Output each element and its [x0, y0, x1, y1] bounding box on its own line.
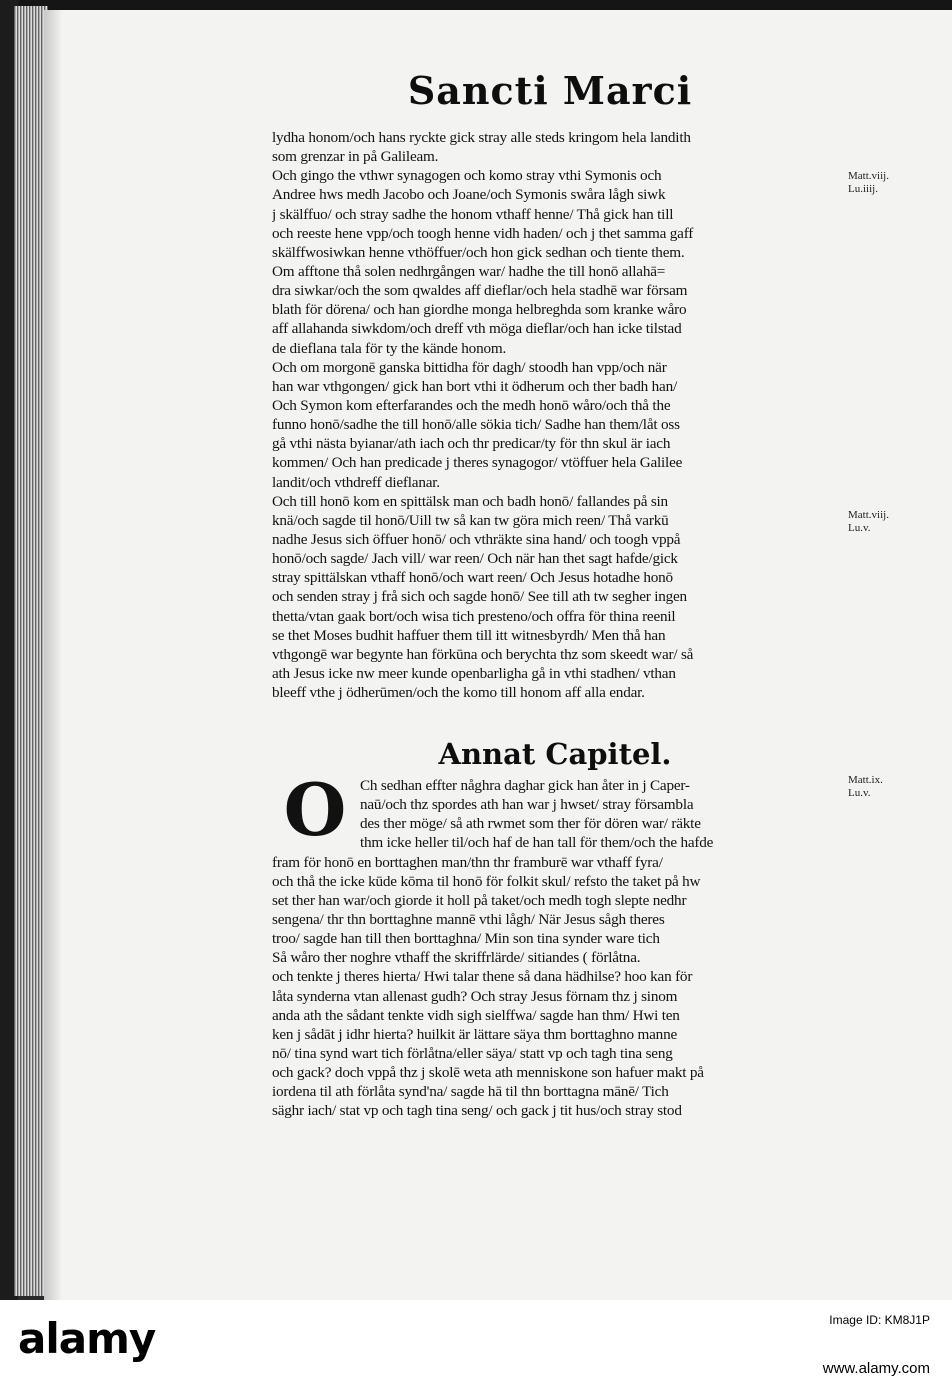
paragraph-2: [272, 166, 838, 357]
text-line: han war vthgongen/ gick han bort vthi it ödherum och ther badh han/: [272, 377, 677, 395]
text-line: säghr iach/ stat vp och tagh tina seng/ och gack j tit hus/och stray stod: [272, 1102, 682, 1120]
alamy-logo: alamy: [18, 1314, 156, 1363]
text-line: Andree hws medh Jacobo och Joane/och Symonis swåra lågh siwk: [272, 186, 666, 204]
paragraph-4: [272, 492, 838, 703]
text-line: des ther möge/ så ath rwmet som ther för dören war/ räkte: [360, 815, 701, 833]
marginal-note: [848, 170, 928, 196]
text-line: funno honō/sadhe the till honō/alle sökia tich/ Sadhe han them/låt oss: [272, 416, 680, 434]
text-line: naū/och thz spordes ath han war j hwset/ stray försambla: [360, 796, 694, 814]
text-line: låta synderna vtan allenast gudh? Och stray Jesus förnam thz j sinom: [272, 987, 678, 1005]
marginal-note-line: Matt.viij.: [848, 509, 889, 521]
text-line: gå vthi nästa byianar/ath iach och thr predicar/ty för thn skul är iach: [272, 435, 671, 453]
marginal-note-line: Lu.v.: [848, 522, 871, 534]
text-line: set ther han war/och giorde it holl på taket/och medh togh slepte nedhr: [272, 891, 687, 909]
text-line: ken j sådāt j idhr hierta? huilkit är lättare säya thm borttaghno manne: [272, 1025, 678, 1043]
marginal-note-line: Matt.ix.: [848, 774, 883, 786]
site-url: www.alamy.com: [822, 1360, 930, 1377]
marginal-note-line: Lu.iiij.: [848, 183, 878, 195]
text-block-upper: [272, 128, 838, 702]
text-line: fram för honō en borttaghen man/thn thr framburē war vthaff fyra/: [272, 853, 663, 871]
text-line: nō/ tina synd wart tich förlåtna/eller säya/ statt vp och tagh tina seng: [272, 1044, 673, 1062]
text-line: blath för dörena/ och han giordhe monga helbreghda som kranke wåro: [272, 301, 687, 319]
text-line: nadhe Jesus sich öffuer honō/ och vthräkte sina hand/ och toogh vppå: [272, 530, 681, 548]
text-line: bleeff vthe j ödherūmen/och the komo till honom aff alla endar.: [272, 684, 645, 702]
image-id-block: [829, 1312, 930, 1328]
text-line: Om afftone thå solen nedhrgången war/ hadhe the till honō allahā=: [272, 262, 666, 280]
text-line: anda ath the sådant tenkte vidh sigh sielffwa/ sagde han thm/ Hwi ten: [272, 1006, 680, 1024]
text-line: vthgongē war begynte han förkūna och berychta thz som skeedt war/ så: [272, 645, 694, 663]
gutter-shadow: [44, 10, 62, 1300]
text-line: thetta/vtan gaak bort/och wisa tich presteno/och offra för thina reenil: [272, 607, 676, 625]
drop-initial: O: [283, 767, 347, 852]
running-head: Sancti Marci: [407, 68, 693, 113]
text-line: Och Symon kom efterfarandes och the medh honō wåro/och thå the: [272, 396, 671, 414]
text-line: stray spittälskan vthaff honō/och wart reen/ Och Jesus hotadhe honō: [272, 569, 673, 587]
text-line: landit/och vthdreff dieflanar.: [272, 473, 440, 491]
text-line: och tenkte j theres hierta/ Hwi talar thene så dana hädhilse? hoo kan för: [272, 968, 693, 986]
text-line: skälffwosiwkan henne vthöffuer/och hon gick sedhan och tiente them.: [272, 243, 685, 261]
chapter-heading: Annat Capitel.: [438, 737, 672, 771]
paragraph-3: [272, 358, 838, 492]
text-line: ath Jesus icke nw meer kunde openbarligha gå in vthi stadhen/ vthan: [272, 664, 676, 682]
paragraph-1: [272, 128, 838, 166]
marginal-note-line: Matt.viij.: [848, 170, 889, 182]
text-line: sengena/ thr thn borttaghne mannē vthi lågh/ När Jesus sågh theres: [272, 910, 665, 928]
text-line: kommen/ Och han predicade j theres synagogor/ vtöffuer hela Galilee: [272, 454, 683, 472]
text-line: Och gingo the vthwr synagogen och komo stray vthi Symonis och: [272, 167, 662, 185]
page-edges: [14, 6, 48, 1296]
text-line: Ch sedhan effter någhra daghar gick han åter in j Caper-: [360, 777, 690, 794]
text-line: som grenzar in på Galileam.: [272, 148, 439, 166]
text-line: j skälffuo/ och stray sadhe the honom vthaff henne/ Thå gick han till: [272, 205, 674, 223]
text-line: Och om morgonē ganska bittidha för dagh/ stoodh han vpp/och när: [272, 358, 667, 376]
text-line: och gack? doch vppå thz j skolē weta ath menniskone son hafuer makt på: [272, 1064, 704, 1082]
text-line: och senden stray j frå sich och sagde honō/ See till ath tw segher ingen: [272, 588, 687, 606]
image-id-label: Image ID: KM8J1P: [829, 1313, 930, 1327]
text-line: se thet Moses budhit haffuer them till itt witnesbyrdh/ Men thå han: [272, 626, 666, 644]
text-line: knä/och sagde til honō/Uill tw så kan tw göra mich reen/ Thå varkū: [272, 511, 669, 529]
text-line: thm icke heller til/och haf de han tall för them/och the hafde: [360, 834, 714, 852]
text-line: iordena til ath förlåta synd'na/ sagde hā til thn borttagna mānē/ Tich: [272, 1083, 669, 1101]
text-line: och reeste hene vpp/och toogh henne vidh haden/ och j thet samma gaff: [272, 224, 694, 242]
text-line: och thå the icke kūde kōma til honō för folkit skul/ refsto the taket på hw: [272, 872, 701, 890]
text-line: de dieflana tala för ty the kände honom.: [272, 339, 507, 357]
text-line: troo/ sagde han till then borttaghna/ Min son tina synder ware tich: [272, 930, 660, 948]
text-line: Så wåro ther noghre vthaff the skriffrlärde/ sitiandes ( förlåtna.: [272, 949, 641, 967]
text-line: aff allahanda siwkdom/och dreff vth möga dieflar/och han icke tilstad: [272, 320, 682, 338]
marginal-note: [848, 774, 928, 800]
text-line: dra siwkar/och the som qwaldes aff dieflar/och hela stadhē war försam: [272, 282, 688, 300]
text-block-lower: [272, 767, 838, 1121]
marginal-note-line: Lu.v.: [848, 787, 871, 799]
text-line: honō/och sagde/ Jach vill/ war reen/ Och när han thet sagt hafde/gick: [272, 550, 678, 568]
marginal-note: [848, 509, 928, 535]
text-line: lydha honom/och hans ryckte gick stray alle steds kringom hela landith: [272, 129, 691, 146]
text-line: Och till honō kom en spittälsk man och badh honō/ fallandes på sin: [272, 492, 668, 510]
paragraph-5: [272, 767, 838, 1121]
